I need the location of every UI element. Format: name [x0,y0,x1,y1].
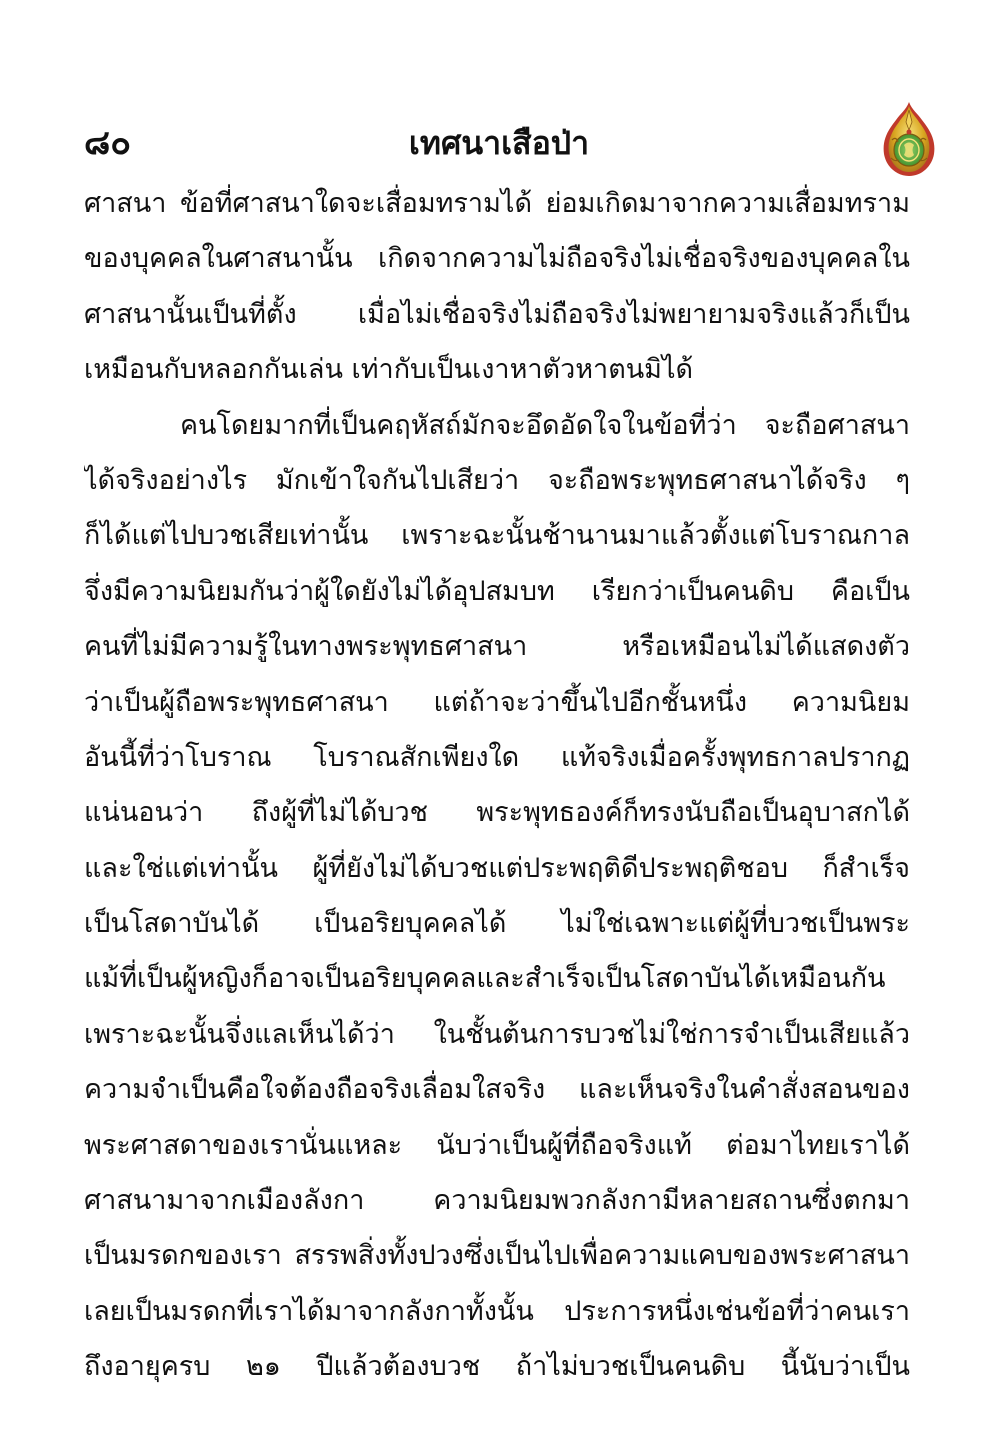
text-line: ศาสนามาจากเมืองลังกา ความนิยมพวกลังกามีหลายสถานซึ่งตกมา [84,1185,910,1217]
text-line: ก็ได้แต่ไปบวชเสียเท่านั้น เพราะฉะนั้นช้านานมาแล้วตั้งแต่โบราณกาล [84,520,910,552]
text-line: ว่าเป็นผู้ถือพระพุทธศาสนา แต่ถ้าจะว่าขึ้นไปอีกชั้นหนึ่ง ความนิยม [84,686,910,718]
text-line: เป็นโสดาบันได้ เป็นอริยบุคคลได้ ไม่ใช่เฉพาะแต่ผู้ที่บวชเป็นพระ [84,908,910,940]
text-line: ถึงอายุครบ ๒๑ ปีแล้วต้องบวช ถ้าไม่บวชเป็นคนดิบ นี้นับว่าเป็น [84,1351,910,1383]
text-line: แม้ที่เป็นผู้หญิงก็อาจเป็นอริยบุคคลและสำเร็จเป็นโสดาบันได้เหมือนกัน [84,963,886,995]
text-line: อันนี้ที่ว่าโบราณ โบราณสักเพียงใด แท้จริงเมื่อครั้งพุทธกาลปรากฏ [84,741,910,773]
page-number: ๘๐ [84,123,131,163]
text-line: คนที่ไม่มีความรู้ในทางพระพุทธศาสนา หรือเหมือนไม่ได้แสดงตัว [84,631,910,663]
text-line: ศาสนานั้นเป็นที่ตั้ง เมื่อไม่เชื่อจริงไม่ถือจริงไม่พยายามจริงแล้วก็เป็น [84,298,910,330]
royal-crest-emblem-icon [878,100,940,178]
text-line: เป็นมรดกของเรา สรรพสิ่งทั้งปวงซึ่งเป็นไปเพื่อความแคบของพระศาสนา [84,1240,910,1272]
body-text [84,176,910,1395]
running-title: เทศนาเสือป่า [408,124,590,162]
text-line: ศาสนา ข้อที่ศาสนาใดจะเสื่อมทรามได้ ย่อมเกิดมาจากความเสื่อมทราม [84,188,910,219]
text-line: แน่นอนว่า ถึงผู้ที่ไม่ได้บวช พระพุทธองค์ก็ทรงนับถือเป็นอุบาสกได้ [84,797,910,829]
page-header [84,118,914,168]
text-line: พระศาสดาของเรานั่นแหละ นับว่าเป็นผู้ที่ถือจริงแท้ ต่อมาไทยเราได้ [84,1129,910,1161]
text-line: เพราะฉะนั้นจึ่งแลเห็นได้ว่า ในชั้นต้นการบวชไม่ใช่การจำเป็นเสียแล้ว [84,1018,910,1050]
text-line: จึ่งมีความนิยมกันว่าผู้ใดยังไม่ได้อุปสมบท เรียกว่าเป็นคนดิบ คือเป็น [84,575,910,607]
text-line: ได้จริงอย่างไร มักเข้าใจกันไปเสียว่า จะถือพระพุทธศาสนาได้จริง ๆ [84,464,910,496]
text-line: ของบุคคลในศาสนานั้น เกิดจากความไม่ถือจริงไม่เชื่อจริงของบุคคลใน [84,243,910,275]
text-line: เลยเป็นมรดกที่เราได้มาจากลังกาทั้งนั้น ประการหนึ่งเช่นข้อที่ว่าคนเรา [84,1295,910,1327]
text-line: ความจำเป็นคือใจต้องถือจริงเลื่อมใสจริง และเห็นจริงในคำสั่งสอนของ [84,1074,910,1106]
text-line: คนโดยมากที่เป็นคฤหัสถ์มักจะอึดอัดใจในข้อที่ว่า จะถือศาสนา [180,409,910,441]
text-line: เหมือนกับหลอกกันเล่น เท่ากับเป็นเงาหาตัวหาตนมิได้ [84,354,694,386]
text-line: และใช่แต่เท่านั้น ผู้ที่ยังไม่ได้บวชแต่ประพฤติดีประพฤติชอบ ก็สำเร็จ [84,852,910,884]
